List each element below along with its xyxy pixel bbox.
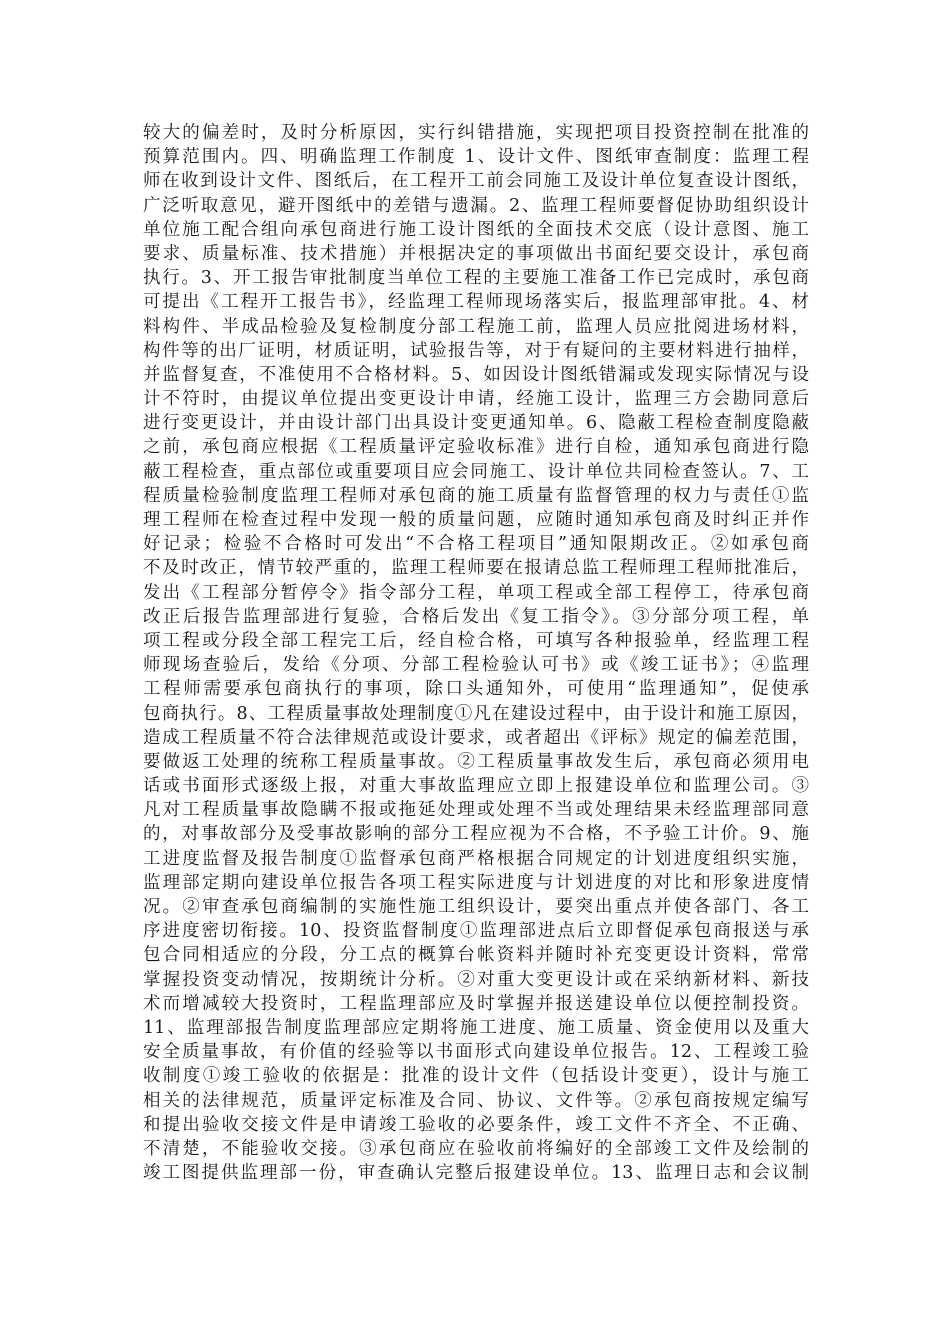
- text-line: 进行变更设计，并由设计部门出具设计变更通知单。6、隐蔽工程检查制度隐蔽: [143, 413, 809, 434]
- text-line: 项工程或分段全部工程完工后，经自检合格，可填写各种报验单，经监理工程: [143, 630, 809, 651]
- text-line: 掌握投资变动情况，按期统计分析。②对重大变更设计或在采纳新材料、新技: [143, 969, 809, 990]
- text-line: 构件等的出厂证明，材质证明，试验报告等，对于有疑问的主要材料进行抽样，: [143, 340, 809, 361]
- text-line: 可提出《工程开工报告书》，经监理工程师现场落实后，报监理部审批。4、材: [143, 292, 809, 313]
- text-line: 预算范围内。四、明确监理工作制度 1、设计文件、图纸审查制度：监理工程: [143, 147, 809, 168]
- text-line: 况。②审查承包商编制的实施性施工组织设计，要突出重点并使各部门、各工: [143, 897, 809, 917]
- text-line: 执行。3、开工报告审批制度当单位工程的主要施工准备工作已完成时，承包商: [143, 268, 809, 289]
- text-line: 不清楚，不能验收交接。③承包商应在验收前将编好的全部竣工文件及绘制的: [143, 1138, 809, 1159]
- text-line: 单位施工配合组向承包商进行施工设计图纸的全面技术交底（设计意图、施工: [143, 219, 809, 240]
- text-line: 序进度密切衔接。10、投资监督制度①监理部进点后立即督促承包商报送与承: [143, 921, 809, 942]
- text-line: 和提出验收交接文件是申请竣工验收的必要条件，竣工文件不齐全、不正确、: [143, 1114, 809, 1135]
- text-line: 要做返工处理的统称工程质量事故。②工程质量事故发生后，承包商必须用电: [143, 751, 809, 772]
- text-line: 较大的偏差时，及时分析原因，实行纠错措施，实现把项目投资控制在批准的: [143, 123, 809, 143]
- text-line: 工进度监督及报告制度①监督承包商严格根据合同规定的计划进度组织实施，: [143, 848, 809, 869]
- text-line: 并监督复查，不准使用不合格材料。5、如因设计图纸错漏或发现实际情况与设: [143, 364, 809, 385]
- text-line: 改正后报告监理部进行复验，合格后发出《复工指令》。③分部分项工程，单: [143, 606, 809, 627]
- text-line: 收制度①竣工验收的依据是：批准的设计文件（包括设计变更），设计与施工: [143, 1066, 809, 1087]
- text-line: 不及时改正，情节较严重的，监理工程师要在报请总监工程师理工程师批准后，: [143, 558, 809, 579]
- text-line: 师现场查验后，发给《分项、分部工程检验认可书》或《竣工证书》；④监理: [143, 655, 809, 676]
- text-line: 好记录；检验不合格时可发出“不合格工程项目”通知限期改正。②如承包商: [143, 534, 809, 555]
- text-line: 之前，承包商应根据《工程质量评定验收标准》进行自检，通知承包商进行隐: [143, 437, 809, 458]
- text-line: 竣工图提供监理部一份，审查确认完整后报建设单位。13、监理日志和会议制: [143, 1163, 809, 1184]
- text-line: 理工程师在检查过程中发现一般的质量问题，应随时通知承包商及时纠正并作: [143, 510, 809, 530]
- text-line: 蔽工程检查，重点部位或重要项目应会同施工、设计单位共同检查签认。7、工: [143, 461, 809, 482]
- text-line: 师在收到设计文件、图纸后，在工程开工前会同施工及设计单位复查设计图纸，: [143, 171, 809, 192]
- text-line: 的，对事故部分及受事故影响的部分工程应视为不合格，不予验工计价。9、施: [143, 824, 809, 845]
- text-line: 术而增减较大投资时，工程监理部应及时掌握并报送建设单位以便控制投资。: [143, 993, 809, 1014]
- text-line: 11、监理部报告制度监理部应定期将施工进度、施工质量、资金使用以及重大: [143, 1017, 809, 1038]
- text-line: 工程师需要承包商执行的事项，除口头通知外，可使用“监理通知”，促使承: [143, 679, 809, 700]
- text-line: 安全质量事故，有价值的经验等以书面形式向建设单位报告。12、工程竣工验: [143, 1042, 809, 1063]
- text-line: 包商执行。8、工程质量事故处理制度①凡在建设过程中，由于设计和施工原因，: [143, 703, 809, 724]
- body-text: [143, 121, 809, 1185]
- text-line: 料构件、半成品检验及复检制度分部工程施工前，监理人员应批阅进场材料，: [143, 316, 809, 337]
- text-line: 要求、质量标准、技术措施）并根据决定的事项做出书面纪要交设计，承包商: [143, 243, 809, 264]
- text-line: 凡对工程质量事故隐瞒不报或拖延处理或处理不当或处理结果未经监理部同意: [143, 800, 809, 821]
- text-line: 监理部定期向建设单位报告各项工程实际进度与计划进度的对比和形象进度情: [143, 872, 809, 893]
- text-line: 话或书面形式逐级上报，对重大事故监理应立即上报建设单位和监理公司。③: [143, 776, 809, 797]
- text-line: 广泛听取意见，避开图纸中的差错与遗漏。2、监理工程师要督促协助组织设计: [143, 195, 809, 216]
- text-line: 包合同相适应的分段，分工点的概算台帐资料并随时补充变更设计资料，常常: [143, 945, 809, 966]
- text-line: 计不符时，由提议单位提出变更设计申请，经施工设计，监理三方会勘同意后: [143, 389, 809, 410]
- text-line: 程质量检验制度监理工程师对承包商的施工质量有监督管理的权力与责任①监: [143, 485, 809, 506]
- text-line: 造成工程质量不符合法律规范或设计要求，或者超出《评标》规定的偏差范围，: [143, 727, 809, 748]
- text-line: 相关的法律规范，质量评定标准及合同、协议、文件等。②承包商按规定编写: [143, 1090, 809, 1111]
- text-line: 发出《工程部分暂停令》指令部分工程，单项工程或全部工程停工，待承包商: [143, 582, 809, 603]
